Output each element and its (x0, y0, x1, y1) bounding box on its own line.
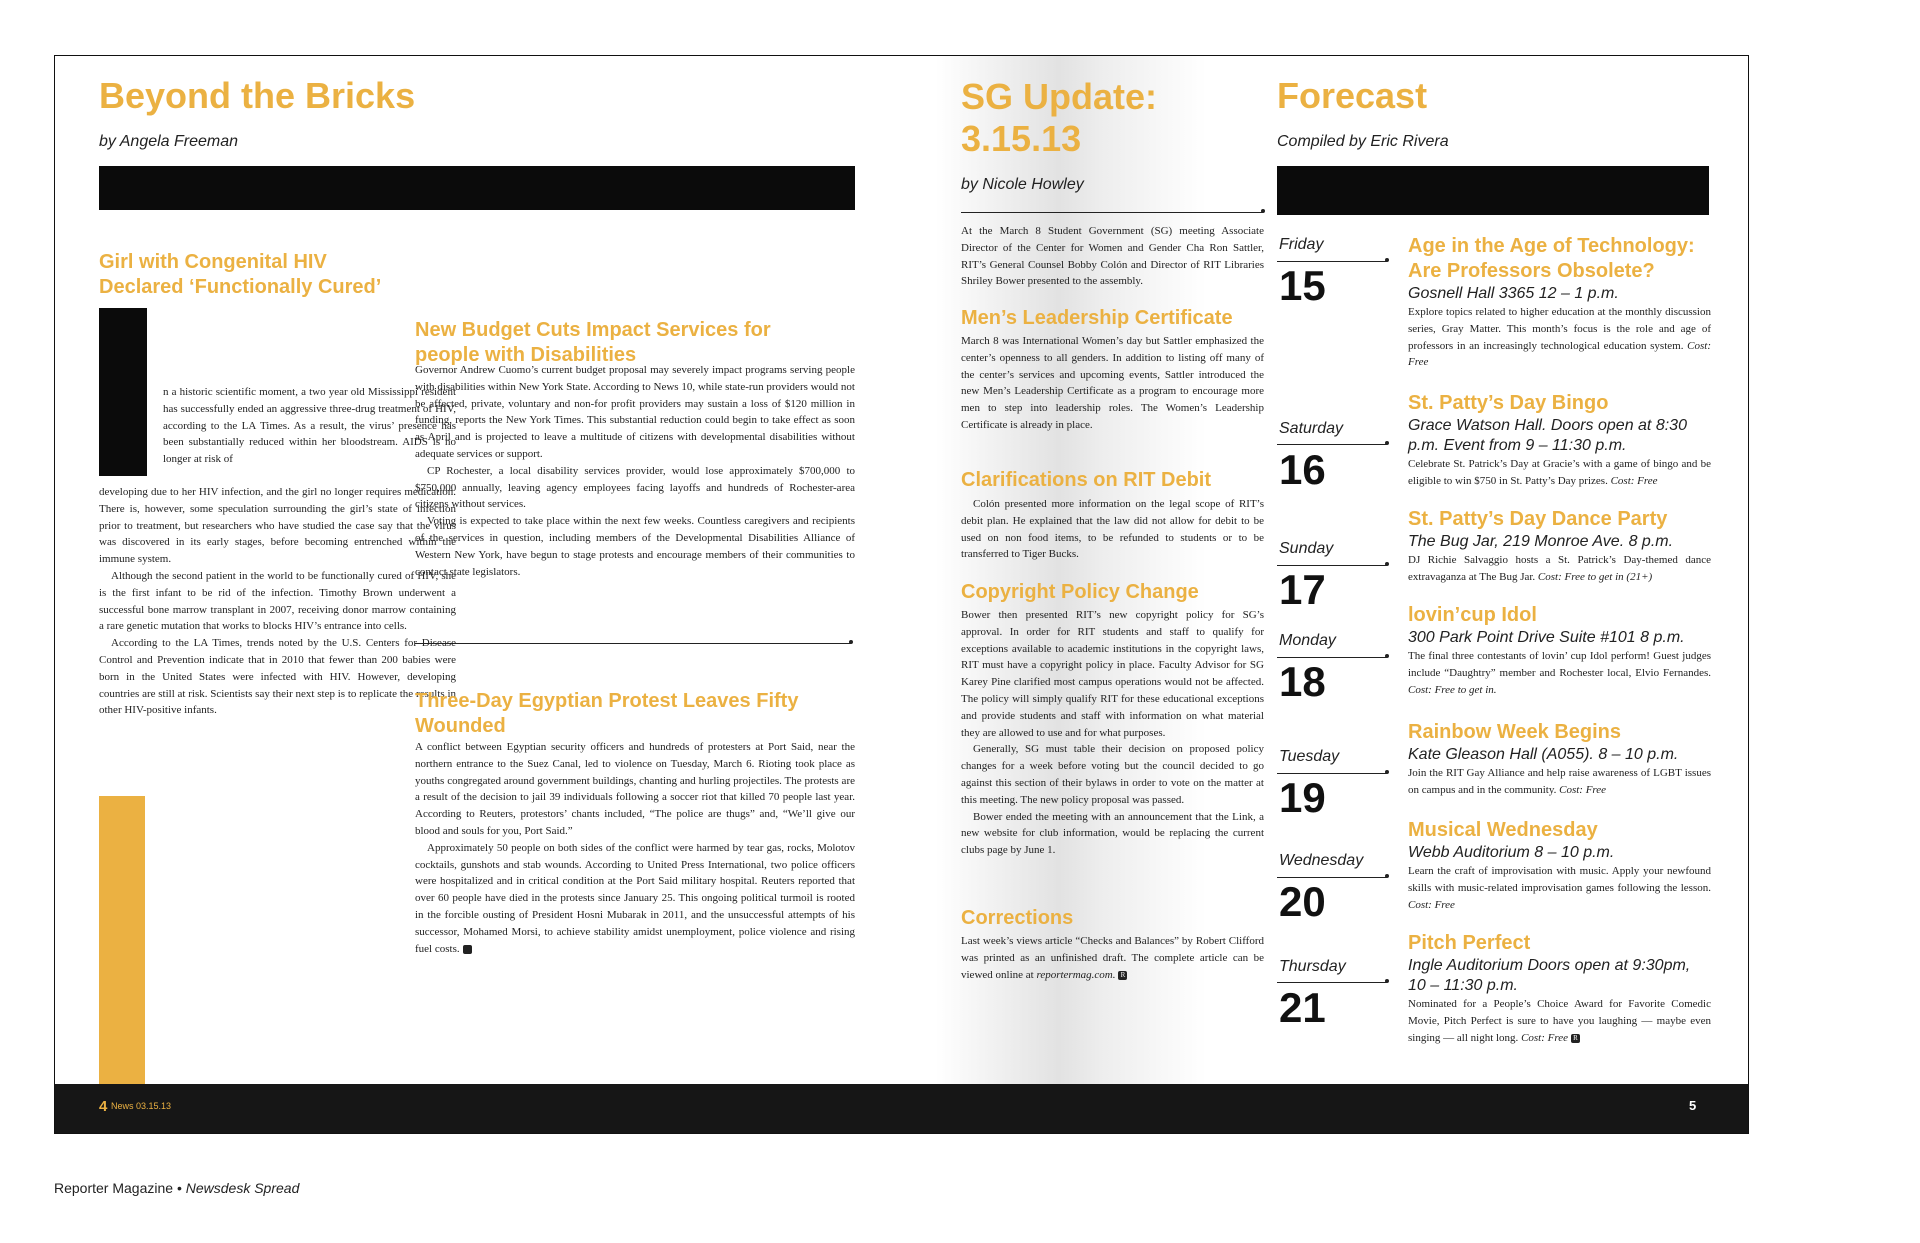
caption (54, 1180, 299, 1196)
sg-section-text (961, 607, 1264, 859)
sg-section-text (961, 933, 1264, 983)
paragraph: Governor Andrew Cuomo’s current budget proposal may severely impact programs serving people with disabilities within New York State. According to News 10, while state-run providers would not be affected, private, voluntary and non-for profit providers may sustain a loss of $120 million in funding, reports the New York Times. This substantial reduction could begin to take effect as soon as April and is projected to leave a multitude of citizens with developmental disabilities without adequate services or support. (415, 364, 855, 460)
event-cost: Cost: Free to get in. (1408, 683, 1497, 696)
event-text: Learn the craft of improvisation with music. Apply your newfound skills with music-related improvisation games following the lesson. (1408, 865, 1711, 894)
sg-section-text: March 8 was International Women’s day but Sattler emphasized the center’s openness to all genders. In addition to listing off many of the center’s services and upcoming events, Sattler introduced the new Men’s Leadership Certificate as a program to encourage more men to step into leadership roles. The Women’s Leadership Certificate is already in place. (961, 335, 1264, 431)
day-number: 19 (1279, 774, 1326, 821)
event-title: lovin’cup Idol (1408, 604, 1537, 626)
end-mark-icon: R (463, 945, 472, 954)
event-description (1408, 304, 1711, 371)
end-mark-icon: R (1118, 971, 1127, 980)
article-text (415, 362, 855, 580)
event-item (1408, 720, 1711, 799)
article-text (99, 484, 456, 719)
sg-section-headline: Corrections (961, 907, 1074, 929)
event-item (1408, 507, 1711, 586)
paragraph: Colón presented more information on the legal scope of RIT’s debit plan. He explained that the law did not allow for debit to be used on non food items, to be refunded to students or to be transferred to Tiger Bucks. (961, 498, 1264, 561)
event-title: Age in the Age of Technology: Are Professors Obsolete? (1408, 235, 1695, 282)
magazine-spread (54, 55, 1749, 1134)
event-text: DJ Richie Salvaggio hosts a St. Patrick’s Day-themed dance extravaganza at The Bug Jar. (1408, 554, 1711, 583)
page-title: Beyond the Bricks (99, 75, 416, 116)
event-description (1408, 552, 1711, 586)
section-title: SG Update: 3.15.13 (961, 76, 1158, 159)
day-rule (1277, 444, 1387, 445)
sg-section-text (961, 496, 1264, 563)
divider-rule (961, 212, 1263, 213)
paragraph: Generally, SG must table their decision on proposed policy changes for a week before voting but the council decided to go against this section of their bylaws in order to vote on the matter at this meeting. The new policy proposal was passed. (961, 743, 1264, 806)
event-location: Gosnell Hall 3365 12 – 1 p.m. (1408, 285, 1619, 302)
article-headline: Three-Day Egyptian Protest Leaves Fifty Wounded (415, 690, 799, 737)
day-number: 16 (1279, 446, 1326, 493)
event-text: Join the RIT Gay Alliance and help raise awareness of LGBT issues on campus and in the community. (1408, 767, 1711, 796)
accent-bar (99, 796, 145, 1086)
event-item (1408, 391, 1711, 490)
sg-intro: At the March 8 Student Government (SG) meeting Associate Director of the Center for Women and Gender Cha Ron Sattler, RIT’s General Counsel Bobby Colón and Director of RIT Libraries Shriley Bower presented to the assembly. (961, 225, 1264, 288)
paragraph: A conflict between Egyptian security officers and hundreds of protesters at Port Said, near the northern entrance to the Suez Canal, led to violence on Tuesday, March 6. Rioting took place as youths congregated around government buildings, chanting and hurling projectiles. The protests are a result of the decision to jail 39 individuals following a soccer riot that killed 70 people last year. According to Reuters, protestors’ chants included, “The police are thugs” and, “We’ll give our blood and souls for you, Port Said.” (415, 741, 855, 837)
event-item (1408, 818, 1711, 913)
day-label: Wednesday (1279, 852, 1364, 869)
event-description (1408, 456, 1711, 490)
caption-italic: Newsdesk Spread (185, 1180, 300, 1196)
day-number: 18 (1279, 658, 1326, 705)
byline: by Angela Freeman (99, 133, 239, 150)
event-location: Grace Watson Hall. Doors open at 8:30 p.m. Event from 9 – 11:30 p.m. (1408, 417, 1687, 454)
event-location: Webb Auditorium 8 – 10 p.m. (1408, 844, 1615, 861)
event-cost: Cost: Free (1521, 1031, 1569, 1044)
day-number: 17 (1279, 566, 1326, 613)
event-item (1408, 234, 1711, 371)
web-link[interactable]: reportermag.com. (1036, 968, 1116, 981)
day-label: Tuesday (1279, 748, 1340, 765)
event-cost: Cost: Free (1610, 474, 1658, 487)
event-text: Explore topics related to higher education at the monthly discussion series, Gray Matter. This month’s focus is the role and age of professors in an increasingly technological education system. (1408, 306, 1711, 352)
day-label: Thursday (1279, 958, 1346, 975)
footer-bar (55, 1084, 1748, 1133)
event-text: The final three contestants of lovin’ cup Idol perform! Guest judges include “Daughtry” member and Rochester local, Elvio Fernandes. (1408, 650, 1711, 679)
sg-section-headline: Men’s Leadership Certificate (961, 307, 1233, 329)
event-item (1408, 603, 1711, 698)
event-item (1408, 931, 1711, 1046)
event-title: Pitch Perfect (1408, 932, 1531, 954)
paragraph: CP Rochester, a local disability services provider, would lose approximately $700,000 to $750,000 annually, leaving agency employees facing layoffs and hundreds of Rochester-area citizens without services. (415, 464, 855, 511)
day-number: 15 (1279, 262, 1326, 309)
page-number: 5 (1689, 1098, 1697, 1113)
paragraph: developing due to her HIV infection, and the girl no longer requires medication. There is, however, some speculation surrounding the girl’s state of infection prior to treatment, but researchers who have studied the case say that the virus was discovered in its early stages, before becoming entrenched within the immune system. (99, 486, 456, 566)
event-title: Rainbow Week Begins (1408, 721, 1622, 743)
byline: by Nicole Howley (961, 176, 1084, 193)
event-title: Musical Wednesday (1408, 819, 1598, 841)
article-headline: New Budget Cuts Impact Services for people with Disabilities (415, 319, 771, 366)
paragraph: Bower ended the meeting with an announcement that the Link, a new website for club information, would be replacing the current clubs page by June 1. (961, 810, 1264, 857)
day-label: Saturday (1279, 420, 1344, 437)
event-cost: Cost: Free (1408, 339, 1711, 369)
event-description (1408, 996, 1711, 1046)
event-location: Ingle Auditorium Doors open at 9:30pm, 10 – 11:30 p.m. (1408, 957, 1691, 994)
sg-section-headline: Clarifications on RIT Debit (961, 469, 1212, 491)
article-headline: Girl with Congenital HIV Declared ‘Functionally Cured’ (99, 251, 382, 298)
day-label: Sunday (1279, 540, 1334, 557)
event-cost: Cost: Free (1408, 898, 1455, 911)
dropcap-block (99, 308, 147, 476)
paragraph: Although the second patient in the world to be functionally cured of HIV, she is the first infant to be rid of the infection. Timothy Brown underwent a successful bone marrow transplant in 2007, receiving donor marrow containing a rare genetic mutation that works to blocks HIV’s entrance into cells. (99, 569, 456, 633)
day-label: Friday (1279, 236, 1324, 253)
header-black-bar (1277, 166, 1709, 215)
day-number: 21 (1279, 984, 1326, 1031)
day-label: Monday (1279, 632, 1336, 649)
event-description (1408, 648, 1711, 698)
byline: Compiled by Eric Rivera (1277, 133, 1449, 150)
paragraph: Voting is expected to take place within the next few weeks. Countless caregivers and recipients of the services in question, including members of the Developmental Disabilities Alliance of Western New York, have begun to stage protests and encourage members of their communities to contact state legislators. (415, 515, 855, 578)
paragraph-text: Last week’s views article “Checks and Balances” by Robert Clifford was printed as an unfinished draft. The complete article can be viewed online at (961, 935, 1264, 981)
event-title: St. Patty’s Day Dance Party (1408, 508, 1668, 530)
event-description (1408, 863, 1711, 913)
divider-rule (415, 643, 851, 644)
article-text: n a historic scientific moment, a two year old Mississippi resident has successfully ended an aggressive three-drug treatment of HIV, according to the LA Times. As a result, the virus’ presence has been substantially reduced within her bloodstream. AIDS is no longer at risk of (163, 386, 456, 466)
sg-section-headline: Copyright Policy Change (961, 581, 1199, 603)
paragraph: According to the LA Times, trends noted by the U.S. Centers for Disease Control and Prevention indicate that in 2010 that fewer than 200 babies were born in the United States were infected with HIV. However, developing countries are still at risk. Scientists say their next step is to replicate the results in other HIV-positive infants. (99, 637, 456, 717)
event-location: The Bug Jar, 219 Monroe Ave. 8 p.m. (1408, 533, 1674, 550)
event-text: Nominated for a People’s Choice Award for Favorite Comedic Movie, Pitch Perfect is sure to have you laughing — maybe even singing — all night long. (1408, 998, 1711, 1044)
paragraph: Bower then presented RIT’s new copyright policy for SG’s approval. In order for RIT students and staff to qualify for exceptions available to academic institutions in the copyright laws, RIT must have a copyright policy in place. Faculty Advisor for SG Karey Pine clarified most campus operations would not be affected. The policy will simply qualify RIT for these educational exceptions and provide students and staff with information on what material they are allowed to use and for what purposes. (961, 609, 1264, 739)
event-text: Celebrate St. Patrick’s Day at Gracie’s with a game of bingo and be eligible to win $750 in St. Patty’s Day prizes. (1408, 458, 1711, 487)
event-location: 300 Park Point Drive Suite #101 8 p.m. (1408, 629, 1685, 646)
day-number: 20 (1279, 878, 1326, 925)
header-black-bar (99, 166, 855, 210)
caption-text: Reporter Magazine • (54, 1180, 186, 1196)
folio-label: News 03.15.13 (111, 1101, 172, 1111)
paragraph-text: Approximately 50 people on both sides of the conflict were harmed by tear gas, rocks, Molotov cocktails, gunshots and stab wounds. According to United Press International, two police officers were hospitalized and in critical condition at the Port Said military hospital. Reuters reported that over 60 people have died in the protests since January 25. This ongoing political turmoil is rooted in the forcible ousting of President Hosni Mubarak in 2011, and the unsuccessful attempts of his successor, Mohamed Morsi, to achieve stability amidst unemployment, police violence and rising fuel costs. (415, 841, 855, 955)
end-mark-icon: R (1571, 1034, 1580, 1043)
event-cost: Cost: Free to get in (21+) (1537, 570, 1653, 583)
event-description (1408, 765, 1711, 799)
paragraph (415, 840, 855, 958)
article-text (415, 739, 855, 957)
event-cost: Cost: Free (1559, 783, 1607, 796)
page-number: 4 (99, 1098, 108, 1115)
event-title: St. Patty’s Day Bingo (1408, 392, 1609, 414)
day-rule (1277, 982, 1387, 983)
event-location: Kate Gleason Hall (A055). 8 – 10 p.m. (1408, 746, 1679, 763)
section-title: Forecast (1277, 75, 1428, 116)
